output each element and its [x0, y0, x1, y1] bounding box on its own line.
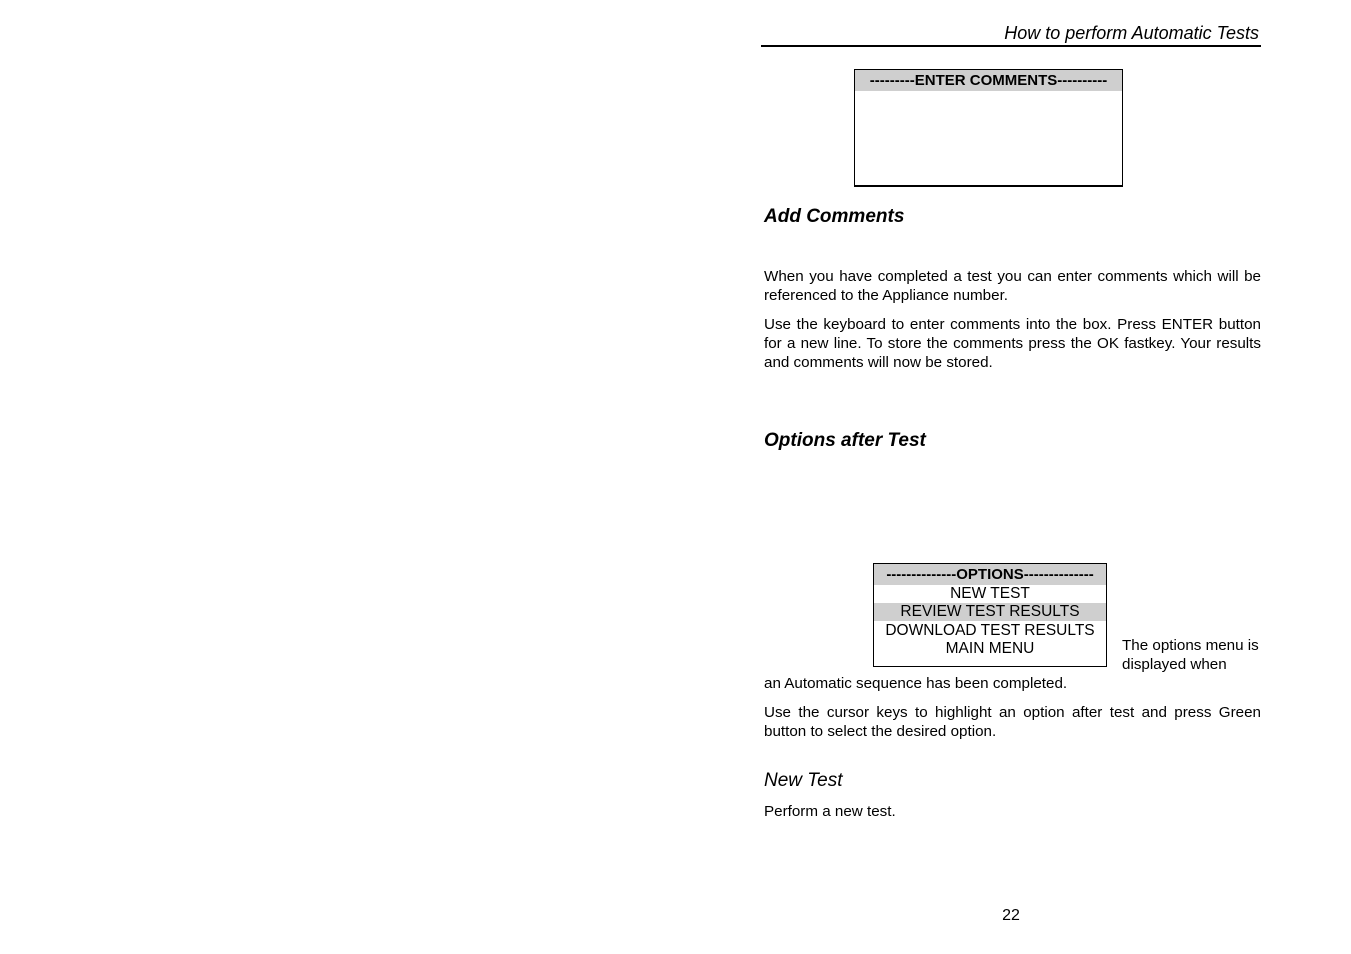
enter-comments-screen	[854, 69, 1123, 187]
options-menu-title: --------------OPTIONS--------------	[874, 564, 1106, 585]
add-comments-paragraph-1: When you have completed a test you can enter comments which will be referenced to the Appliance number.	[764, 268, 1261, 304]
add-comments-paragraph-2: Use the keyboard to enter comments into the box. Press ENTER button for a new line. To store the comments press the OK fastkey. Your results and comments will now be stored.	[764, 316, 1261, 371]
option-download-test-results: DOWNLOAD TEST RESULTS	[885, 622, 1095, 639]
comments-text-area	[855, 91, 1122, 185]
new-test-heading: New Test	[764, 770, 843, 791]
option-new-test: NEW TEST	[950, 585, 1030, 602]
options-paragraph-2: Use the cursor keys to highlight an option after test and press Green button to select the desired option.	[764, 704, 1261, 740]
options-menu-screen	[873, 563, 1107, 667]
options-after-test-heading: Options after Test	[764, 430, 926, 451]
page-header-title: How to perform Automatic Tests	[1004, 23, 1259, 43]
enter-comments-title: ---------ENTER COMMENTS----------	[855, 70, 1122, 91]
options-paragraph-continued: an Automatic sequence has been completed.	[764, 675, 1068, 692]
add-comments-heading: Add Comments	[764, 206, 905, 227]
new-test-text: Perform a new test.	[764, 803, 896, 820]
options-side-note: The options menu is displayed when	[1122, 637, 1259, 673]
page-number: 22	[1002, 907, 1020, 924]
header-rule	[761, 45, 1261, 47]
option-review-test-results: REVIEW TEST RESULTS	[874, 603, 1106, 621]
option-main-menu: MAIN MENU	[945, 640, 1035, 657]
